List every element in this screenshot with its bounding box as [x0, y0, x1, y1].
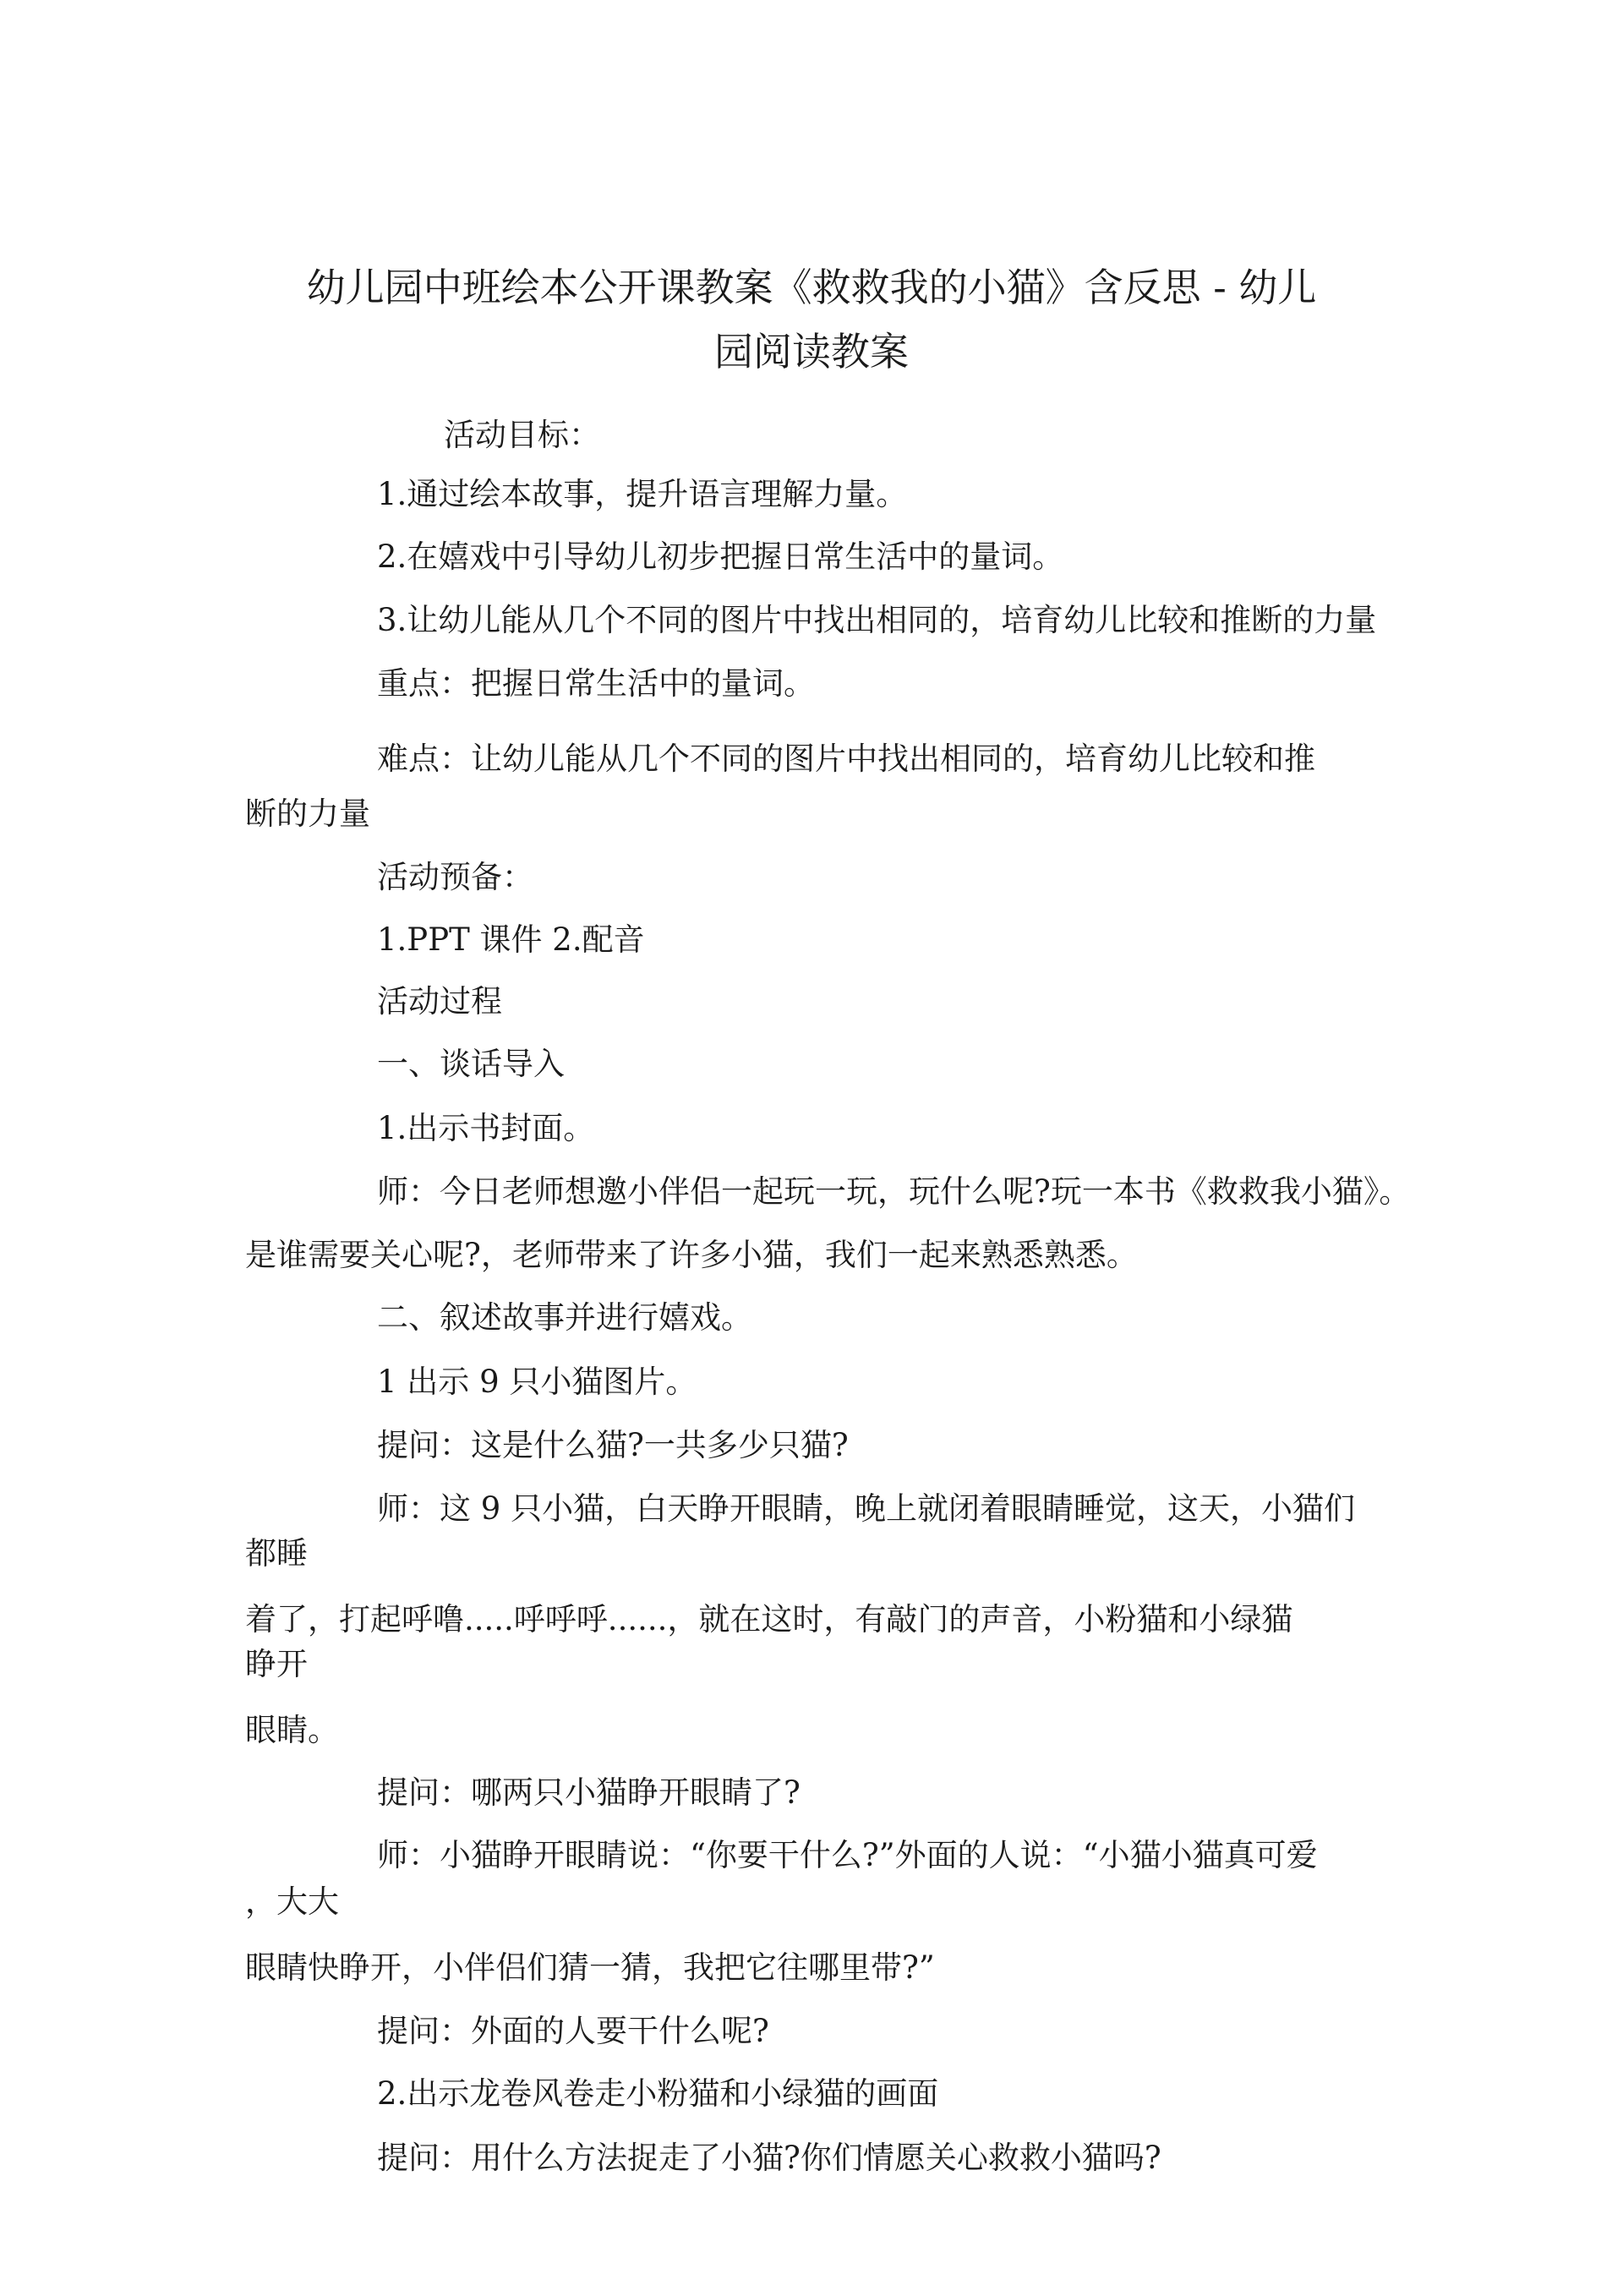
teacher-speech-2-line-5: 眼睛。: [245, 1712, 339, 1748]
teacher-speech-2-line-4: 睁开: [245, 1646, 308, 1682]
teacher-speech-1-line-1: 师：今日老师想邀小伴侣一起玩一玩，玩什么呢?玩一本书《救救我小猫》。: [377, 1173, 1411, 1210]
question-1: 提问：这是什么猫?一共多少只猫?: [377, 1427, 849, 1463]
key-point: 重点：把握日常生活中的量词。: [377, 665, 815, 702]
teacher-speech-3-line-2: ，大大: [245, 1883, 339, 1920]
goal-item-3: 3.让幼儿能从几个不同的图片中找出相同的，培育幼儿比较和推断的力量: [377, 602, 1377, 638]
prep-heading: 活动预备：: [377, 859, 533, 895]
difficulty-line-1: 难点：让幼儿能从几个不同的图片中找出相同的，培育幼儿比较和推: [377, 741, 1315, 777]
process-heading: 活动过程: [377, 983, 502, 1020]
step-2-2: 2.出示龙卷风卷走小粉猫和小绿猫的画面: [377, 2075, 939, 2112]
teacher-speech-2-line-2: 都睡: [245, 1535, 308, 1572]
teacher-speech-1-line-2: 是谁需要关心呢?，老师带来了许多小猫，我们一起来熟悉熟悉。: [245, 1237, 1138, 1273]
goal-item-2: 2.在嬉戏中引导幼儿初步把握日常生活中的量词。: [377, 538, 1064, 575]
question-3: 提问：外面的人要干什么呢?: [377, 2013, 769, 2049]
question-2: 提问：哪两只小猫睁开眼睛了?: [377, 1774, 801, 1811]
section-heading-1: 一、谈话导入: [377, 1046, 565, 1082]
document-title-line-2: 园阅读教案: [714, 329, 909, 374]
section-heading-2: 二、叙述故事并进行嬉戏。: [377, 1299, 752, 1336]
teacher-speech-2-line-1: 师：这 9 只小猫，白天睁开眼睛，晚上就闭着眼睛睡觉，这天，小猫们: [377, 1490, 1356, 1527]
goals-heading: 活动目标：: [444, 417, 600, 453]
teacher-speech-3-line-3: 眼睛快睁开，小伴侣们猜一猜，我把它往哪里带?”: [245, 1949, 935, 1986]
teacher-speech-2-line-3: 着了，打起呼噜.....呼呼呼......，就在这时，有敲门的声音，小粉猫和小绿猫: [245, 1601, 1293, 1637]
step-2-1: 1 出示 9 只小猫图片。: [377, 1364, 697, 1400]
document-title-line-1: 幼儿园中班绘本公开课教案《救救我的小猫》含反思 - 幼儿: [306, 265, 1317, 310]
question-4: 提问：用什么方法捉走了小猫?你们情愿关心救救小猫吗?: [377, 2140, 1161, 2176]
goal-item-1: 1.通过绘本故事，提升语言理解力量。: [377, 476, 908, 512]
prep-items: 1.PPT 课件 2.配音: [377, 921, 645, 958]
teacher-speech-3-line-1: 师：小猫睁开眼睛说：“你要干什么?”外面的人说：“小猫小猫真可爱: [377, 1837, 1318, 1873]
difficulty-line-2: 断的力量: [245, 795, 370, 832]
step-1-1: 1.出示书封面。: [377, 1110, 595, 1146]
